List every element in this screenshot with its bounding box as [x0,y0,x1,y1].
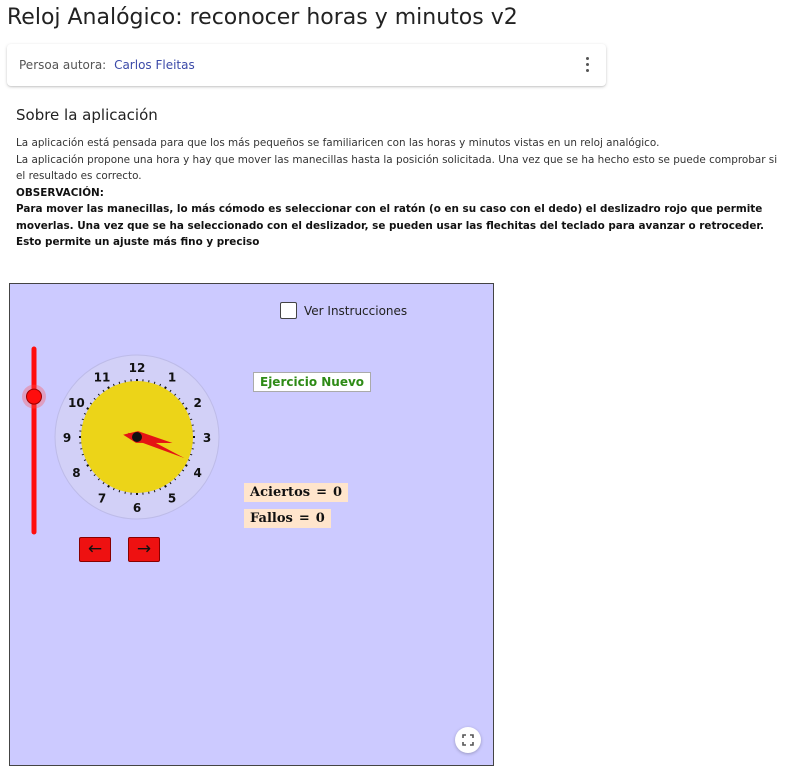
clock-number: 6 [132,501,142,515]
author-label-row [19,58,195,72]
about-heading: Sobre la aplicación [16,106,158,124]
author-card [7,44,606,86]
clock-number: 8 [72,466,81,480]
clock-number: 1 [167,370,177,385]
clock-number: 5 [167,491,177,506]
clock-number: 12 [128,361,146,375]
misses-equals: = [298,511,310,526]
misses-score [244,509,331,528]
misses-label: Fallos [250,511,293,526]
hits-value: 0 [332,485,343,500]
clock-number: 11 [93,370,111,385]
clock-number: 9 [62,431,72,445]
observation-title: OBSERVACIÓN: [16,186,104,199]
hits-label: Aciertos [250,485,311,500]
observation-text: Para mover las manecillas, lo más cómodo es seleccionar con el ratón (o en su caso con el dedo) el deslizadro rojo que permite moverlas. Una vez que se ha seleccionado con el deslizador, se pueden usar las flechitas del teclado para avanzar o retroceder. Esto permite un ajuste más fino y preciso [16,203,764,248]
misses-value: 0 [315,511,325,526]
about-line-1: La aplicación está pensada para que los más pequeños se familiaricen con las horas y minutos vistas en un reloj analógico. [16,137,660,149]
clock-number: 10 [68,396,85,410]
clock-number: 7 [97,491,107,506]
about-line-2: La aplicación propone una hora y hay que mover las manecillas hasta la posición solicitada. Una vez que se ha hecho esto se puede comprobar si el resultado es correcto. [16,153,778,182]
geogebra-applet[interactable] [9,283,494,766]
author-label: Persoa autora: [19,58,107,72]
clock-center-dot [132,432,142,442]
more-vert-icon[interactable] [582,54,592,76]
hits-equals: = [316,485,327,500]
clock-number: 4 [193,466,202,480]
clock-number: 2 [193,396,202,410]
step-back-button[interactable]: ← [79,537,111,562]
fullscreen-button[interactable] [455,727,481,753]
new-exercise-button[interactable]: Ejercicio Nuevo [253,372,371,392]
show-instructions-label: Ver Instrucciones [304,303,408,318]
page-title: Reloj Analógico: reconocer horas y minutos v2 [7,5,518,30]
fullscreen-icon [455,727,481,753]
author-name-link[interactable]: Carlos Fleitas [114,58,195,72]
step-forward-button[interactable]: → [128,537,160,562]
clock-number: 3 [202,431,212,445]
about-description [16,135,786,251]
hits-score [244,483,348,502]
